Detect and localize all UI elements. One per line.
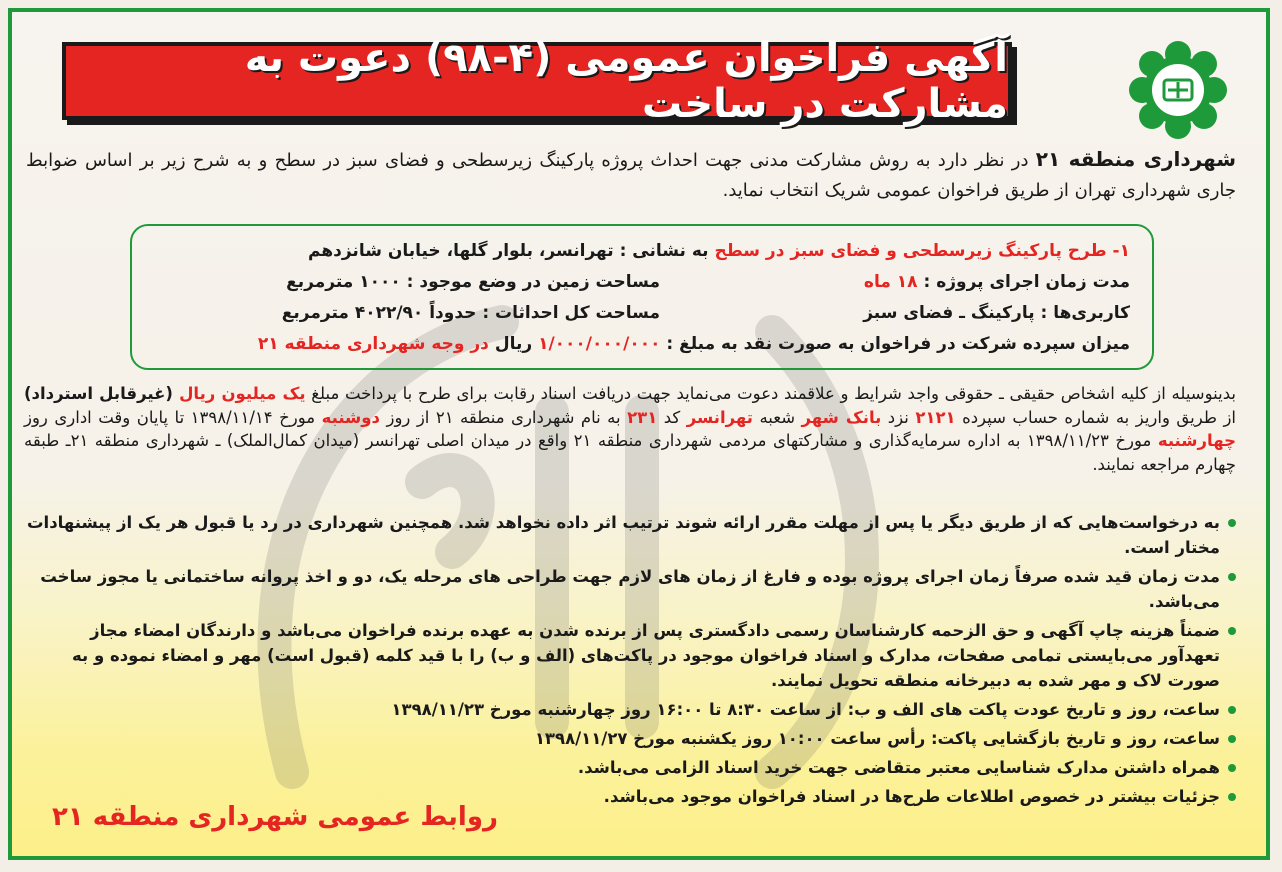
list-item: ساعت، روز و تاریخ عودت پاکت های الف و ب: از ساعت ۸:۳۰ تا ۱۶:۰۰ روز چهارشنبه مورخ ۱۳۹۸/۱۱/۲۳ xyxy=(160,697,1236,722)
tehran-municipality-logo-icon xyxy=(1128,40,1228,140)
title-banner xyxy=(62,35,1012,127)
usage-value: پارکینگ ـ فضای سبز xyxy=(863,303,1041,323)
project-details-box xyxy=(130,224,1154,370)
intro-text: در نظر دارد به روش مشارکت مدنی جهت احداث پروژه پارکینگ زیرسطحی و فضای سبز در سطح و به شرح زیر بر اساس ضوابط جاری شهرداری تهران از طریق فراخوان عمومی شریک انتخاب نماید. xyxy=(26,150,1236,201)
built-area-label: مساحت کل احداثات : xyxy=(482,303,660,323)
conditions-list xyxy=(24,510,1236,813)
para-text: مورخ ۱۳۹۸/۱۱/۲۳ به اداره سرمایه‌گذاری و مشارکتهای مردمی شهرداری منطقه ۲۱ واقع در میدان اصلی تهرانسر (میدان کمال‌الملک) ـ شهرداری منطقه ۲۱ـ طبقه چهارم مراجعه نمایند. xyxy=(24,431,1236,474)
invitation-paragraph xyxy=(24,382,1236,476)
built-area-value: حدوداً ۴۰۲۲/۹۰ مترمربع xyxy=(281,303,483,323)
para-text: بدینوسیله از کلیه اشخاص حقیقی ـ حقوقی واجد شرایط و علاقمند دعوت می‌نماید جهت دریافت اسناد رقابت برای طرح با پرداخت مبلغ xyxy=(305,384,1236,403)
land-area-label: مساحت زمین در وضع موجود : xyxy=(406,272,660,292)
para-text: نزد xyxy=(881,407,916,427)
project-row-1 xyxy=(154,267,1130,298)
intro-org: شهرداری منطقه ۲۱ xyxy=(1035,147,1236,171)
intro-paragraph xyxy=(26,144,1236,206)
list-item: همراه داشتن مدارک شناسایی معتبر متقاضی جهت خرید اسناد الزامی می‌باشد. xyxy=(160,755,1236,780)
project-address: به نشانی : تهرانسر، بلوار گلها، خیابان شانزدهم xyxy=(308,241,715,261)
project-title: ۱- طرح پارکینگ زیرسطحی و فضای سبز در سطح xyxy=(714,241,1130,261)
usage-cell xyxy=(660,298,1130,329)
deposit-payee: در وجه شهرداری منطقه ۲۱ xyxy=(257,334,489,354)
land-area-cell xyxy=(154,267,660,298)
para-text: شعبه xyxy=(752,407,802,427)
deposit-unit: ریال xyxy=(488,334,539,354)
para-text: کد xyxy=(657,407,687,427)
para-highlight: تهرانسر xyxy=(686,407,753,427)
para-highlight: یک میلیون ریال xyxy=(179,384,306,403)
deposit-line xyxy=(154,329,1130,360)
deposit-value: ۱/۰۰۰/۰۰۰/۰۰۰ xyxy=(538,334,667,354)
list-item: جزئیات بیشتر در خصوص اطلاعات طرح‌ها در اسناد فراخوان موجود می‌باشد. xyxy=(160,784,1236,809)
para-highlight: بانک شهر xyxy=(801,407,882,427)
para-text: مورخ ۱۳۹۸/۱۱/۱۴ تا پایان وقت اداری روز xyxy=(24,407,322,427)
project-row-2 xyxy=(154,298,1130,329)
advertisement-frame xyxy=(8,8,1270,860)
land-area-value: ۱۰۰۰ مترمربع xyxy=(286,272,407,292)
public-relations-signature: روابط عمومی شهرداری منطقه ۲۱ xyxy=(52,802,498,832)
duration-cell xyxy=(660,267,1130,298)
list-item: به درخواست‌هایی که از طریق دیگر یا پس از مهلت مقرر ارائه شوند ترتیب اثر داده نخواهد شد. همچنین شهرداری در رد یا قبول هر یک از پیشنهادات مختار است. xyxy=(24,510,1236,560)
para-highlight: چهارشنبه xyxy=(1157,431,1236,450)
list-item: ضمناً هزینه چاپ آگهی و حق الزحمه کارشناسان رسمی دادگستری پس از برنده شدن به عهده برنده فراخوان می‌باشد و دارندگان امضاء مجاز تعهدآور می‌بایستی تمامی صفحات، مدارک و اسناد فراخوان موجود در پاکت‌های (الف و ب) را با قید کلمه (قبول است) مهر و امضاء نموده و به صورت لاک و مهر شده به دبیرخانه منطقه تحویل نمایند. xyxy=(24,618,1236,693)
duration-label: مدت زمان اجرای پروژه : xyxy=(923,272,1130,292)
deposit-label: میزان سپرده شرکت در فراخوان به صورت نقد به مبلغ : xyxy=(666,334,1130,354)
para-highlight: دوشنبه xyxy=(321,407,381,427)
para-highlight: ۲۱۲۱ xyxy=(915,407,956,427)
project-title-line xyxy=(154,236,1130,267)
para-text: از طریق واریز به شماره حساب سپرده xyxy=(955,407,1236,427)
usage-label: کاربری‌ها : xyxy=(1040,303,1130,323)
duration-value: ۱۸ ماه xyxy=(863,272,924,292)
para-highlight: ۲۳۱ xyxy=(627,407,658,427)
para-text: به نام شهرداری منطقه ۲۱ از روز xyxy=(380,407,628,427)
para-text: (غیرقابل استرداد) xyxy=(24,384,180,403)
list-item: ساعت، روز و تاریخ بازگشایی پاکت: رأس ساعت ۱۰:۰۰ روز یکشنبه مورخ ۱۳۹۸/۱۱/۲۷ xyxy=(160,726,1236,751)
built-area-cell xyxy=(154,298,660,329)
list-item: مدت زمان قید شده صرفاً زمان اجرای پروژه بوده و فارغ از زمان های لازم جهت طراحی های مرحله یک، دو و اخذ پروانه ساختمانی یا مجوز ساخت می‌باشد. xyxy=(24,564,1236,614)
announcement-title: آگهی فراخوان عمومی (۴-۹۸) دعوت به مشارکت در ساخت xyxy=(244,35,1008,127)
